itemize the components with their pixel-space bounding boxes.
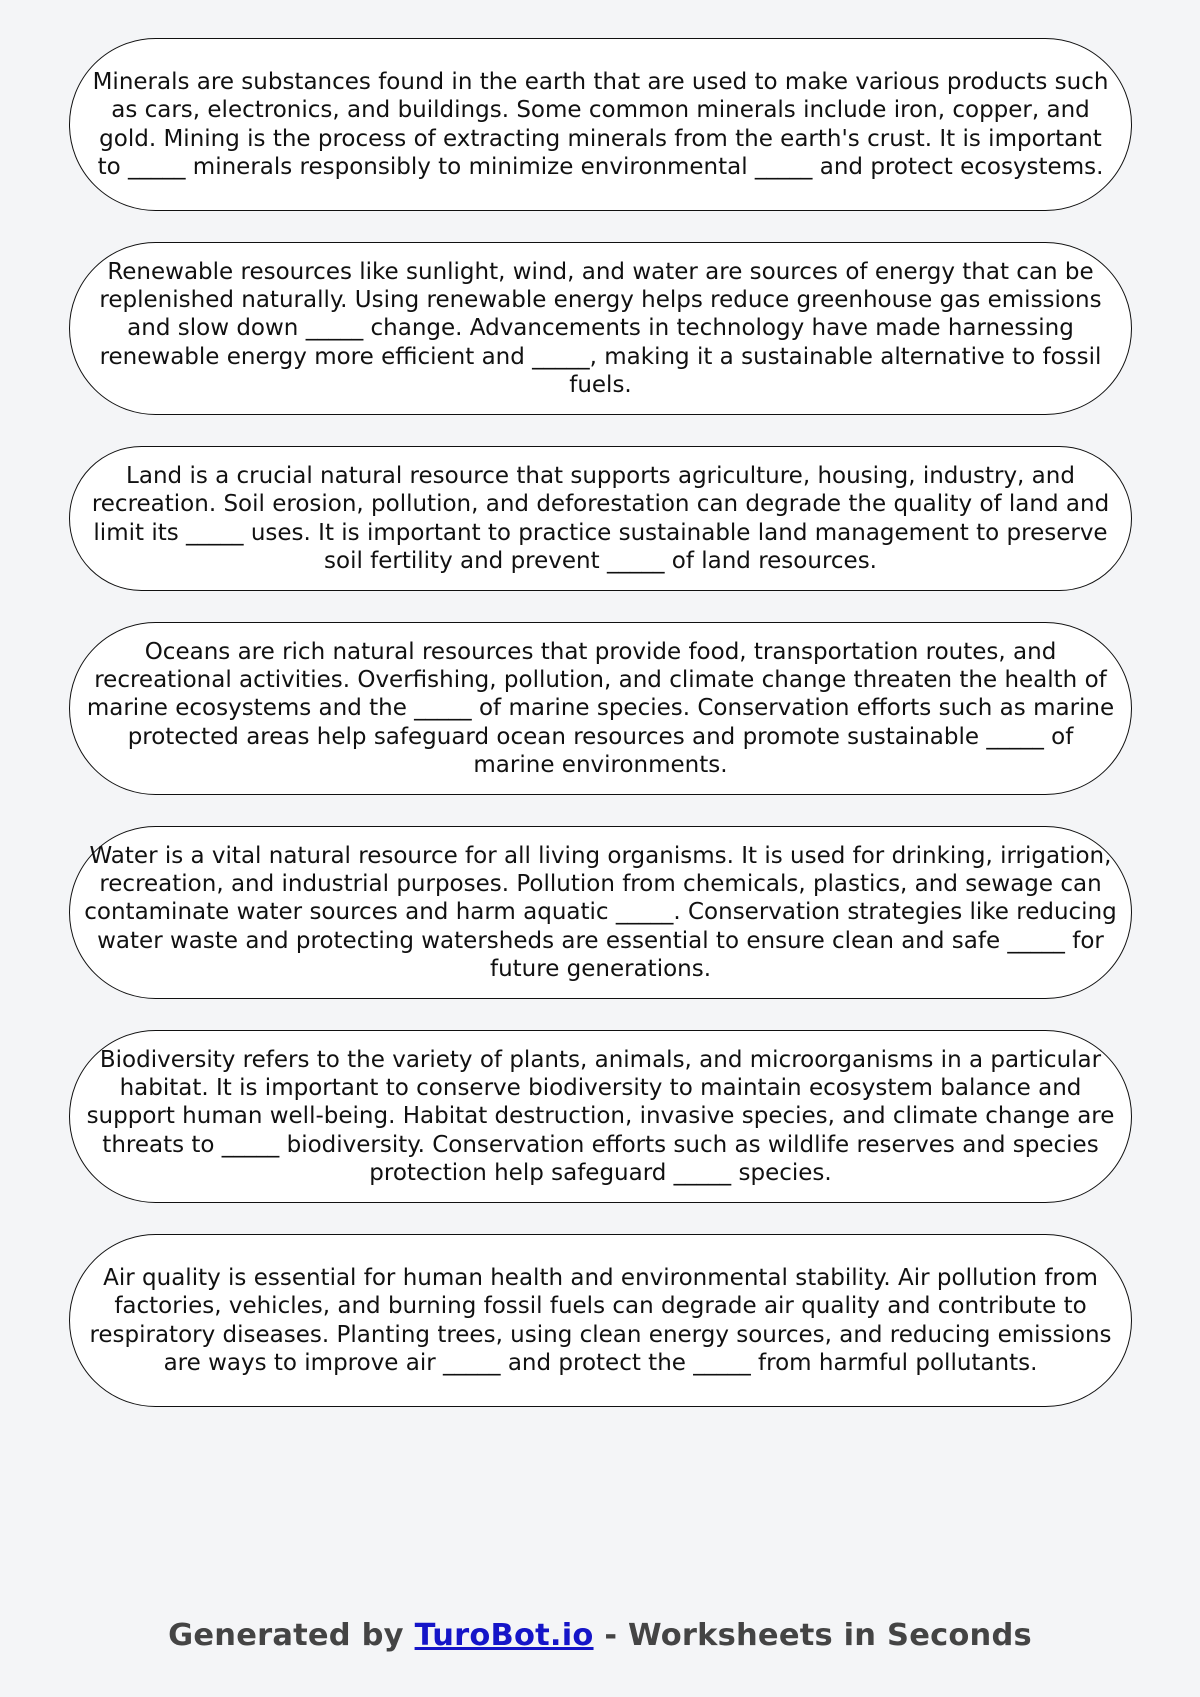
passage-card-renewable-resources — [69, 242, 1132, 415]
footer-prefix: Generated by — [168, 1618, 415, 1653]
passage-card-air-quality — [69, 1234, 1132, 1407]
passage-text: Renewable resources like sunlight, wind, and water are sources of energy that can be replenished naturally. Using renewable energy helps reduce greenhouse gas emissions and slow down _____ change. Advancements in technology have made harnessing renewable energy more efficient and _____, making it a sustainable alternative to fossil fuels. — [99, 258, 1102, 398]
passage-text: Oceans are rich natural resources that provide food, transportation routes, and recreational activities. Overfishing, pollution, and climate change threaten the health of marine ecosystems and the _____ of marine species. Conservation efforts such as marine protected areas help safeguard ocean resources and promote sustainable _____ of marine environments. — [86, 638, 1115, 778]
passage-text: Biodiversity refers to the variety of plants, animals, and microorganisms in a particular habitat. It is important to conserve biodiversity to maintain ecosystem balance and support human well-being. Habitat destruction, invasive species, and climate change are threats to _____ biodiversity. Conservation efforts such as wildlife reserves and species protection help safeguard _____ species. — [86, 1046, 1115, 1186]
passage-card-biodiversity — [69, 1030, 1132, 1203]
passage-card-water — [69, 826, 1132, 999]
footer-credit — [0, 1618, 1200, 1653]
passage-card-oceans — [69, 622, 1132, 795]
passage-text: Minerals are substances found in the earth that are used to make various products such as cars, electronics, and buildings. Some common minerals include iron, copper, and gold. Mining is the process of extracting minerals from the earth's crust. It is important to _____ minerals responsibly to minimize environmental _____ and protect ecosystems. — [92, 69, 1109, 180]
passage-text: Land is a crucial natural resource that supports agriculture, housing, industry, and recreation. Soil erosion, pollution, and deforestation can degrade the quality of land and limit its _____ uses. It is important to practice sustainable land management to preserve soil fertility and prevent _____ of land resources. — [91, 463, 1110, 574]
footer-suffix: - Worksheets in Seconds — [593, 1618, 1032, 1653]
turobot-link[interactable]: TuroBot.io — [414, 1618, 594, 1653]
passage-card-land — [69, 446, 1132, 591]
passage-card-minerals — [69, 38, 1132, 211]
passage-list — [69, 38, 1132, 1438]
passage-text: Air quality is essential for human health and environmental stability. Air pollution from factories, vehicles, and burning fossil fuels can degrade air quality and contribute to respiratory diseases. Planting trees, using clean energy sources, and reducing emissions are ways to improve air _____ and protect the _____ from harmful pollutants. — [89, 1265, 1112, 1376]
passage-text: Water is a vital natural resource for all living organisms. It is used for drinking, irrigation, recreation, and industrial purposes. Pollution from chemicals, plastics, and sewage can contaminate water sources and harm aquatic _____. Conservation strategies like reducing water waste and protecting watersheds are essential to ensure clean and safe _____ for future generations. — [84, 842, 1117, 982]
